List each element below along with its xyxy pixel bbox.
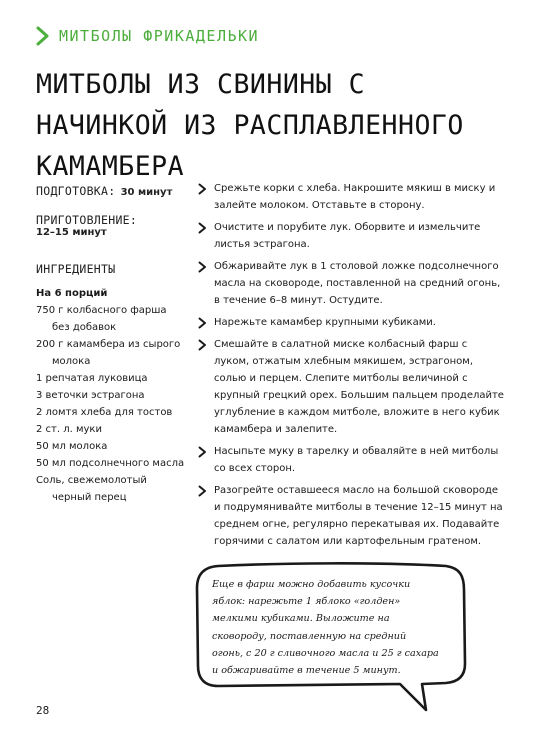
cook-label: ПРИГОТОВЛЕНИЕ:: [36, 213, 138, 227]
step-item: [198, 219, 504, 253]
ingredient-item: Соль, свежемолотый черный перец: [36, 475, 147, 503]
ingredients-heading: ИНГРЕДИЕНТЫ: [36, 262, 116, 276]
step-item: [198, 180, 504, 214]
ingredient-item: 2 ст. л. муки: [36, 424, 102, 435]
servings: На 6 порций: [36, 288, 108, 299]
step-item: [198, 482, 504, 550]
step-text: Разогрейте оставшееся масло на большой сковороде и подрумянивайте митболы в течение 12–15 минут на среднем огне, регулярно перекатывая их. Подавайте горячими с салатом или картофельным гратеном.: [214, 485, 503, 547]
cook-time: [36, 213, 186, 238]
chevron-right-icon: [198, 183, 207, 195]
instruction-steps: [198, 180, 504, 555]
step-item: [198, 443, 504, 477]
tip-text: Еще в фарш можно добавить кусочки яблок: нарежьте 1 яблоко «голден» мелкими кубиками. Выложите на сковороду, поставленную на средний огонь, с 20 г сливочного масла и 25 г сахара и обжаривайте в течение 5 минут.: [212, 579, 439, 677]
prep-value: 30 минут: [120, 187, 173, 198]
ingredient-item: 750 г колбасного фарша без добавок: [36, 305, 167, 333]
ingredient-item: 50 мл молока: [36, 441, 108, 452]
step-text: Обжаривайте лук в 1 столовой ложке подсолнечного масла на сковороде, поставленной на средний огонь, в течение 6–8 минут. Остудите.: [214, 261, 501, 306]
chevron-right-icon: [198, 485, 207, 497]
ingredient-item: 200 г камамбера из сырого молока: [36, 339, 181, 367]
step-text: Очистите и порубите лук. Оборвите и измельчите листья эстрагона.: [214, 222, 481, 250]
chevron-right-icon: [198, 261, 207, 273]
page-number: 28: [36, 704, 50, 717]
recipe-title: МИТБОЛЫ ИЗ СВИНИНЫ С НАЧИНКОЙ ИЗ РАСПЛАВЛЕННОГО КАМАМБЕРА: [36, 69, 464, 182]
step-text: Нарежьте камамбер крупными кубиками.: [214, 317, 436, 328]
step-item: [198, 336, 504, 438]
chevron-right-icon: [198, 317, 207, 329]
section-header: [36, 26, 259, 46]
step-text: Срежьте корки с хлеба. Накрошите мякиш в миску и залейте молоком. Отставьте в сторону.: [214, 183, 496, 211]
ingredient-item: 2 ломтя хлеба для тостов: [36, 407, 173, 418]
step-item: [198, 258, 504, 309]
ingredient-item: 50 мл подсолнечного масла: [36, 458, 185, 469]
prep-time: [36, 180, 186, 199]
chevron-right-icon: [198, 222, 207, 234]
ingredient-list: [36, 302, 186, 506]
step-text: Насыпьте муку в тарелку и обваляйте в ней митболы со всех сторон.: [214, 446, 499, 474]
step-item: [198, 314, 504, 331]
prep-label: ПОДГОТОВКА:: [36, 184, 116, 198]
chevron-right-icon: [36, 26, 51, 46]
chevron-right-icon: [198, 446, 207, 458]
cook-value: 12–15 минут: [36, 227, 107, 238]
section-title: МИТБОЛЫ ФРИКАДЕЛЬКИ: [59, 27, 260, 45]
step-text: Смешайте в салатной миске колбасный фарш с луком, отжатым хлебным мякишем, эстрагоном, солью и перцем. Слепите митболы величиной с крупный грецкий орех. Большим пальцем проделайте углубление в каждом митболе, вложите в него кубик камамбера и залепите.: [214, 339, 504, 435]
ingredient-item: 3 веточки эстрагона: [36, 390, 145, 401]
chevron-right-icon: [198, 339, 207, 351]
ingredient-item: 1 репчатая луковица: [36, 373, 148, 384]
recipe-meta: [36, 180, 186, 506]
